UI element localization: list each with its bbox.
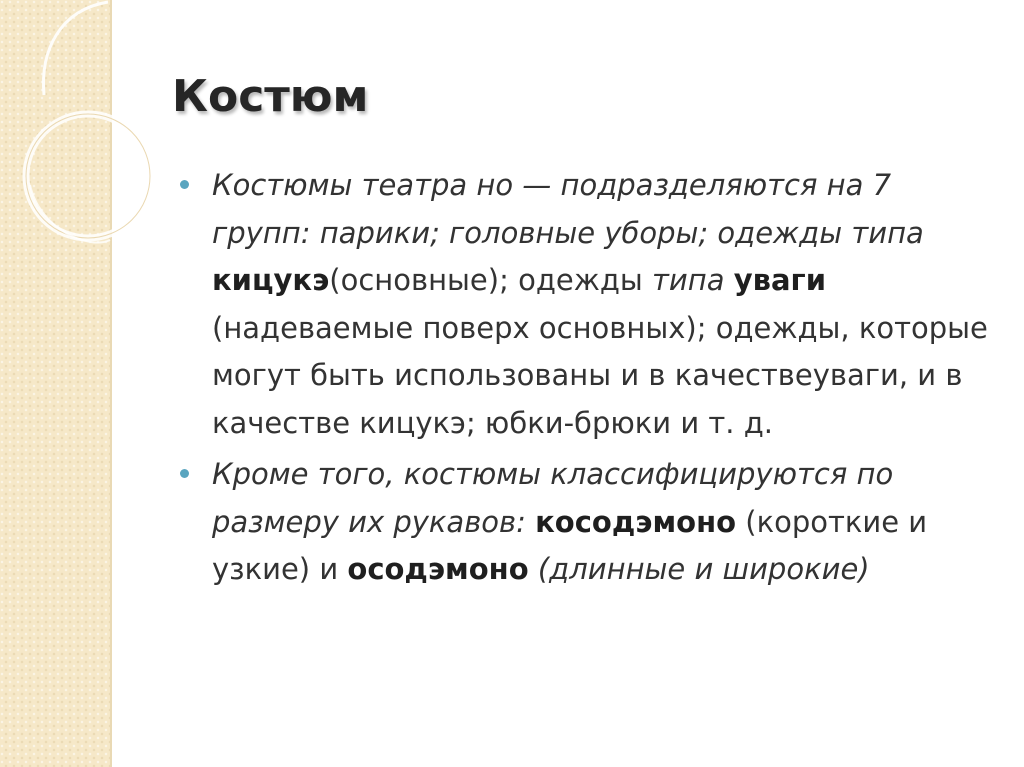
decorative-side-panel [0, 0, 110, 767]
bullet-text: (надеваемые поверх основных); одежды, которые могут быть использованы и в качествеуваги, и в качестве кицукэ; юбки-брюки и т. д. [212, 310, 988, 440]
side-panel-edge [110, 0, 112, 767]
bullet-text: Костюмы театра но — подразделяются на 7 групп: парики; головные уборы; одежды типа [212, 168, 924, 250]
bullet-text: (основные); одежды [329, 263, 653, 297]
term-uwagi: уваги [733, 263, 827, 297]
bullet-item [178, 451, 990, 594]
term-kitsuke: кицукэ [212, 263, 330, 297]
term-kosodemono: косодэмоно [535, 504, 737, 539]
bullet-text: (короткие и узкие) и [212, 504, 928, 586]
bullet-list [178, 162, 990, 598]
bullet-dot-icon [180, 469, 189, 478]
bullet-item [178, 162, 990, 447]
bullet-text: Кроме того, костюмы классифицируются по размеру их рукавов: [212, 457, 894, 539]
bullet-dot-icon [180, 180, 189, 189]
bullet-text: (длинные и широкие) [528, 552, 870, 586]
bullet-text: типа [652, 263, 734, 297]
term-osodemono: осодэмоно [347, 552, 529, 586]
slide-title: Костюм [172, 71, 369, 122]
